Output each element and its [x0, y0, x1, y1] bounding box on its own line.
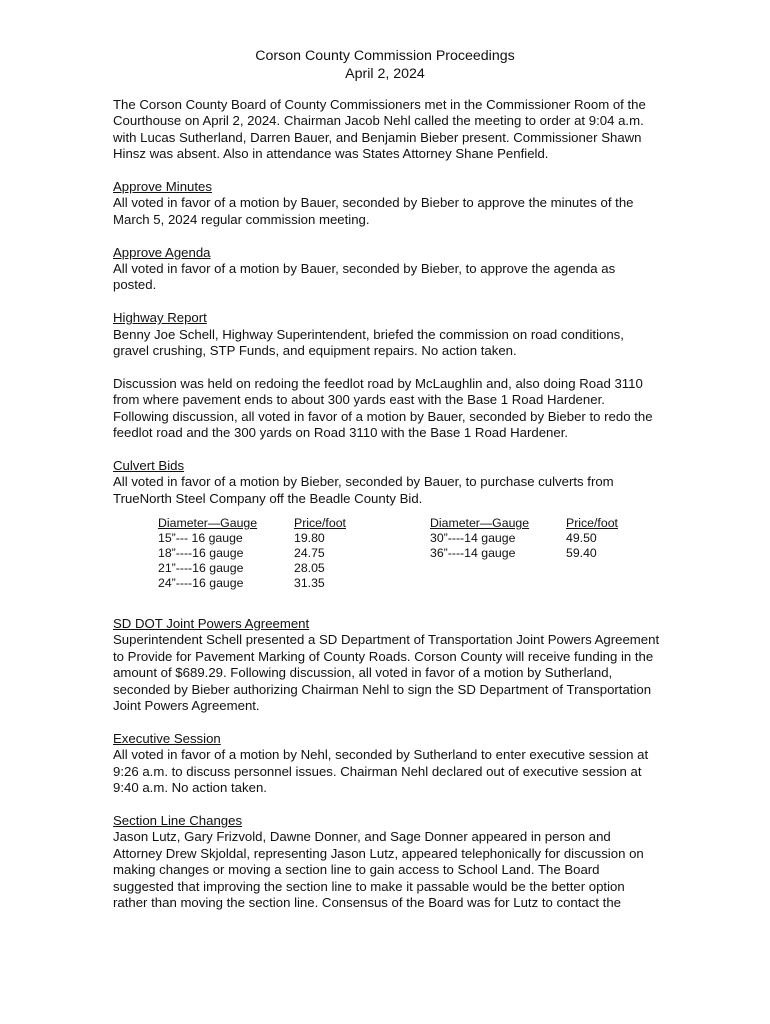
- section-sd-dot-agreement: [113, 616, 661, 714]
- section-heading: Executive Session: [113, 730, 221, 746]
- culvert-price-table-14-gauge: [430, 516, 636, 561]
- column-header-diameter: Diameter—Gauge: [430, 516, 530, 531]
- table-cell-price: 31.35: [294, 576, 325, 591]
- section-heading: Highway Report: [113, 310, 207, 326]
- section-highway-discussion: Discussion was held on redoing the feedlot road by McLaughlin and, also doing Road 3110 from where pavement ends to about 300 yards east with the Base 1 Road Hardener. Following discussion, all voted in favor of a motion by Bauer, seconded by Bieber to redo the feedlot road and the 300 yards on Road 3110 with the Base 1 Road Hardener.: [113, 375, 653, 441]
- section-heading: Culvert Bids: [113, 457, 185, 473]
- section-body: All voted in favor of a motion by Bauer, seconded by Bieber to approve the minutes of the March 5, 2024 regular commission meeting.: [113, 195, 634, 227]
- section-highway-report: [113, 310, 661, 359]
- section-body: Jason Lutz, Gary Frizvold, Dawne Donner, and Sage Donner appeared in person and Attorney Drew Skjoldal, representing Jason Lutz, appeared telephonically for discussion on making changes or moving a section line to gain access to School Land. The Board suggested that improving the section line to make it passable would be the better option rather than moving the section line. Consensus of the Board was for Lutz to contact the: [113, 829, 644, 910]
- section-line-changes: [113, 813, 661, 911]
- table-header-row: [158, 516, 364, 531]
- culvert-price-tables: [113, 516, 661, 600]
- section-body: All voted in favor of a motion by Bauer, seconded by Bieber, to approve the agenda as posted.: [113, 261, 616, 293]
- section-approve-agenda: [113, 245, 661, 294]
- section-executive-session: [113, 731, 661, 797]
- culvert-price-table-16-gauge: [158, 516, 364, 591]
- table-cell-diameter: 30”----14 gauge: [430, 531, 516, 546]
- column-header-diameter: Diameter—Gauge: [158, 516, 258, 531]
- table-cell-price: 59.40: [566, 546, 597, 561]
- column-header-price: Price/foot: [566, 516, 618, 531]
- table-row: [158, 576, 364, 591]
- table-cell-price: 24.75: [294, 546, 325, 561]
- document-body: [113, 97, 661, 928]
- meeting-date: April 2, 2024: [345, 66, 425, 82]
- table-row: [158, 561, 364, 576]
- table-row: [430, 546, 636, 561]
- section-body: Benny Joe Schell, Highway Superintendent, briefed the commission on road conditions, gravel crushing, STP Funds, and equipment repairs. No action taken.: [113, 326, 624, 359]
- table-cell-diameter: 18”----16 gauge: [158, 546, 244, 561]
- table-cell-diameter: 36”----14 gauge: [430, 546, 516, 561]
- table-row: [158, 531, 364, 546]
- table-cell-diameter: 24”----16 gauge: [158, 576, 244, 591]
- section-body: Superintendent Schell presented a SD Department of Transportation Joint Powers Agreement to Provide for Pavement Marking of County Roads. Corson County will receive funding in the amount of $689.29. Following discussion, all voted in favor of a motion by Sutherland, seconded by Bieber authorizing Chairman Nehl to sign the SD Department of Transportation Joint Powers Agreement.: [113, 632, 660, 714]
- section-body: All voted in favor of a motion by Nehl, seconded by Sutherland to enter executive session at 9:26 a.m. to discuss personnel issues. Chairman Nehl declared out of executive session at 9:40 a.m. No action taken.: [113, 747, 649, 796]
- section-approve-minutes: [113, 179, 661, 228]
- table-header-row: [430, 516, 636, 531]
- table-cell-diameter: 15”--- 16 gauge: [158, 531, 243, 546]
- document-header: [0, 47, 770, 83]
- column-header-price: Price/foot: [294, 516, 346, 531]
- section-heading: Approve Minutes: [113, 179, 212, 195]
- table-cell-price: 28.05: [294, 561, 325, 576]
- section-heading: Approve Agenda: [113, 244, 211, 260]
- table-cell-price: 49.50: [566, 531, 597, 546]
- document-title: Corson County Commission Proceedings: [255, 48, 515, 64]
- section-heading: Section Line Changes: [113, 812, 243, 828]
- section-heading: SD DOT Joint Powers Agreement: [113, 616, 310, 632]
- section-body: All voted in favor of a motion by Bieber, seconded by Bauer, to purchase culverts from TrueNorth Steel Company off the Beadle County Bid.: [113, 474, 614, 506]
- table-row: [430, 531, 636, 546]
- table-cell-diameter: 21”----16 gauge: [158, 561, 244, 576]
- table-cell-price: 19.80: [294, 531, 325, 546]
- intro-paragraph: The Corson County Board of County Commissioners met in the Commissioner Room of the Courthouse on April 2, 2024. Chairman Jacob Nehl called the meeting to order at 9:04 a.m. with Lucas Sutherland, Darren Bauer, and Benjamin Bieber present. Commissioner Shawn Hinsz was absent. Also in attendance was States Attorney Shane Penfield.: [113, 97, 646, 162]
- table-row: [158, 546, 364, 561]
- section-culvert-bids: [113, 458, 661, 507]
